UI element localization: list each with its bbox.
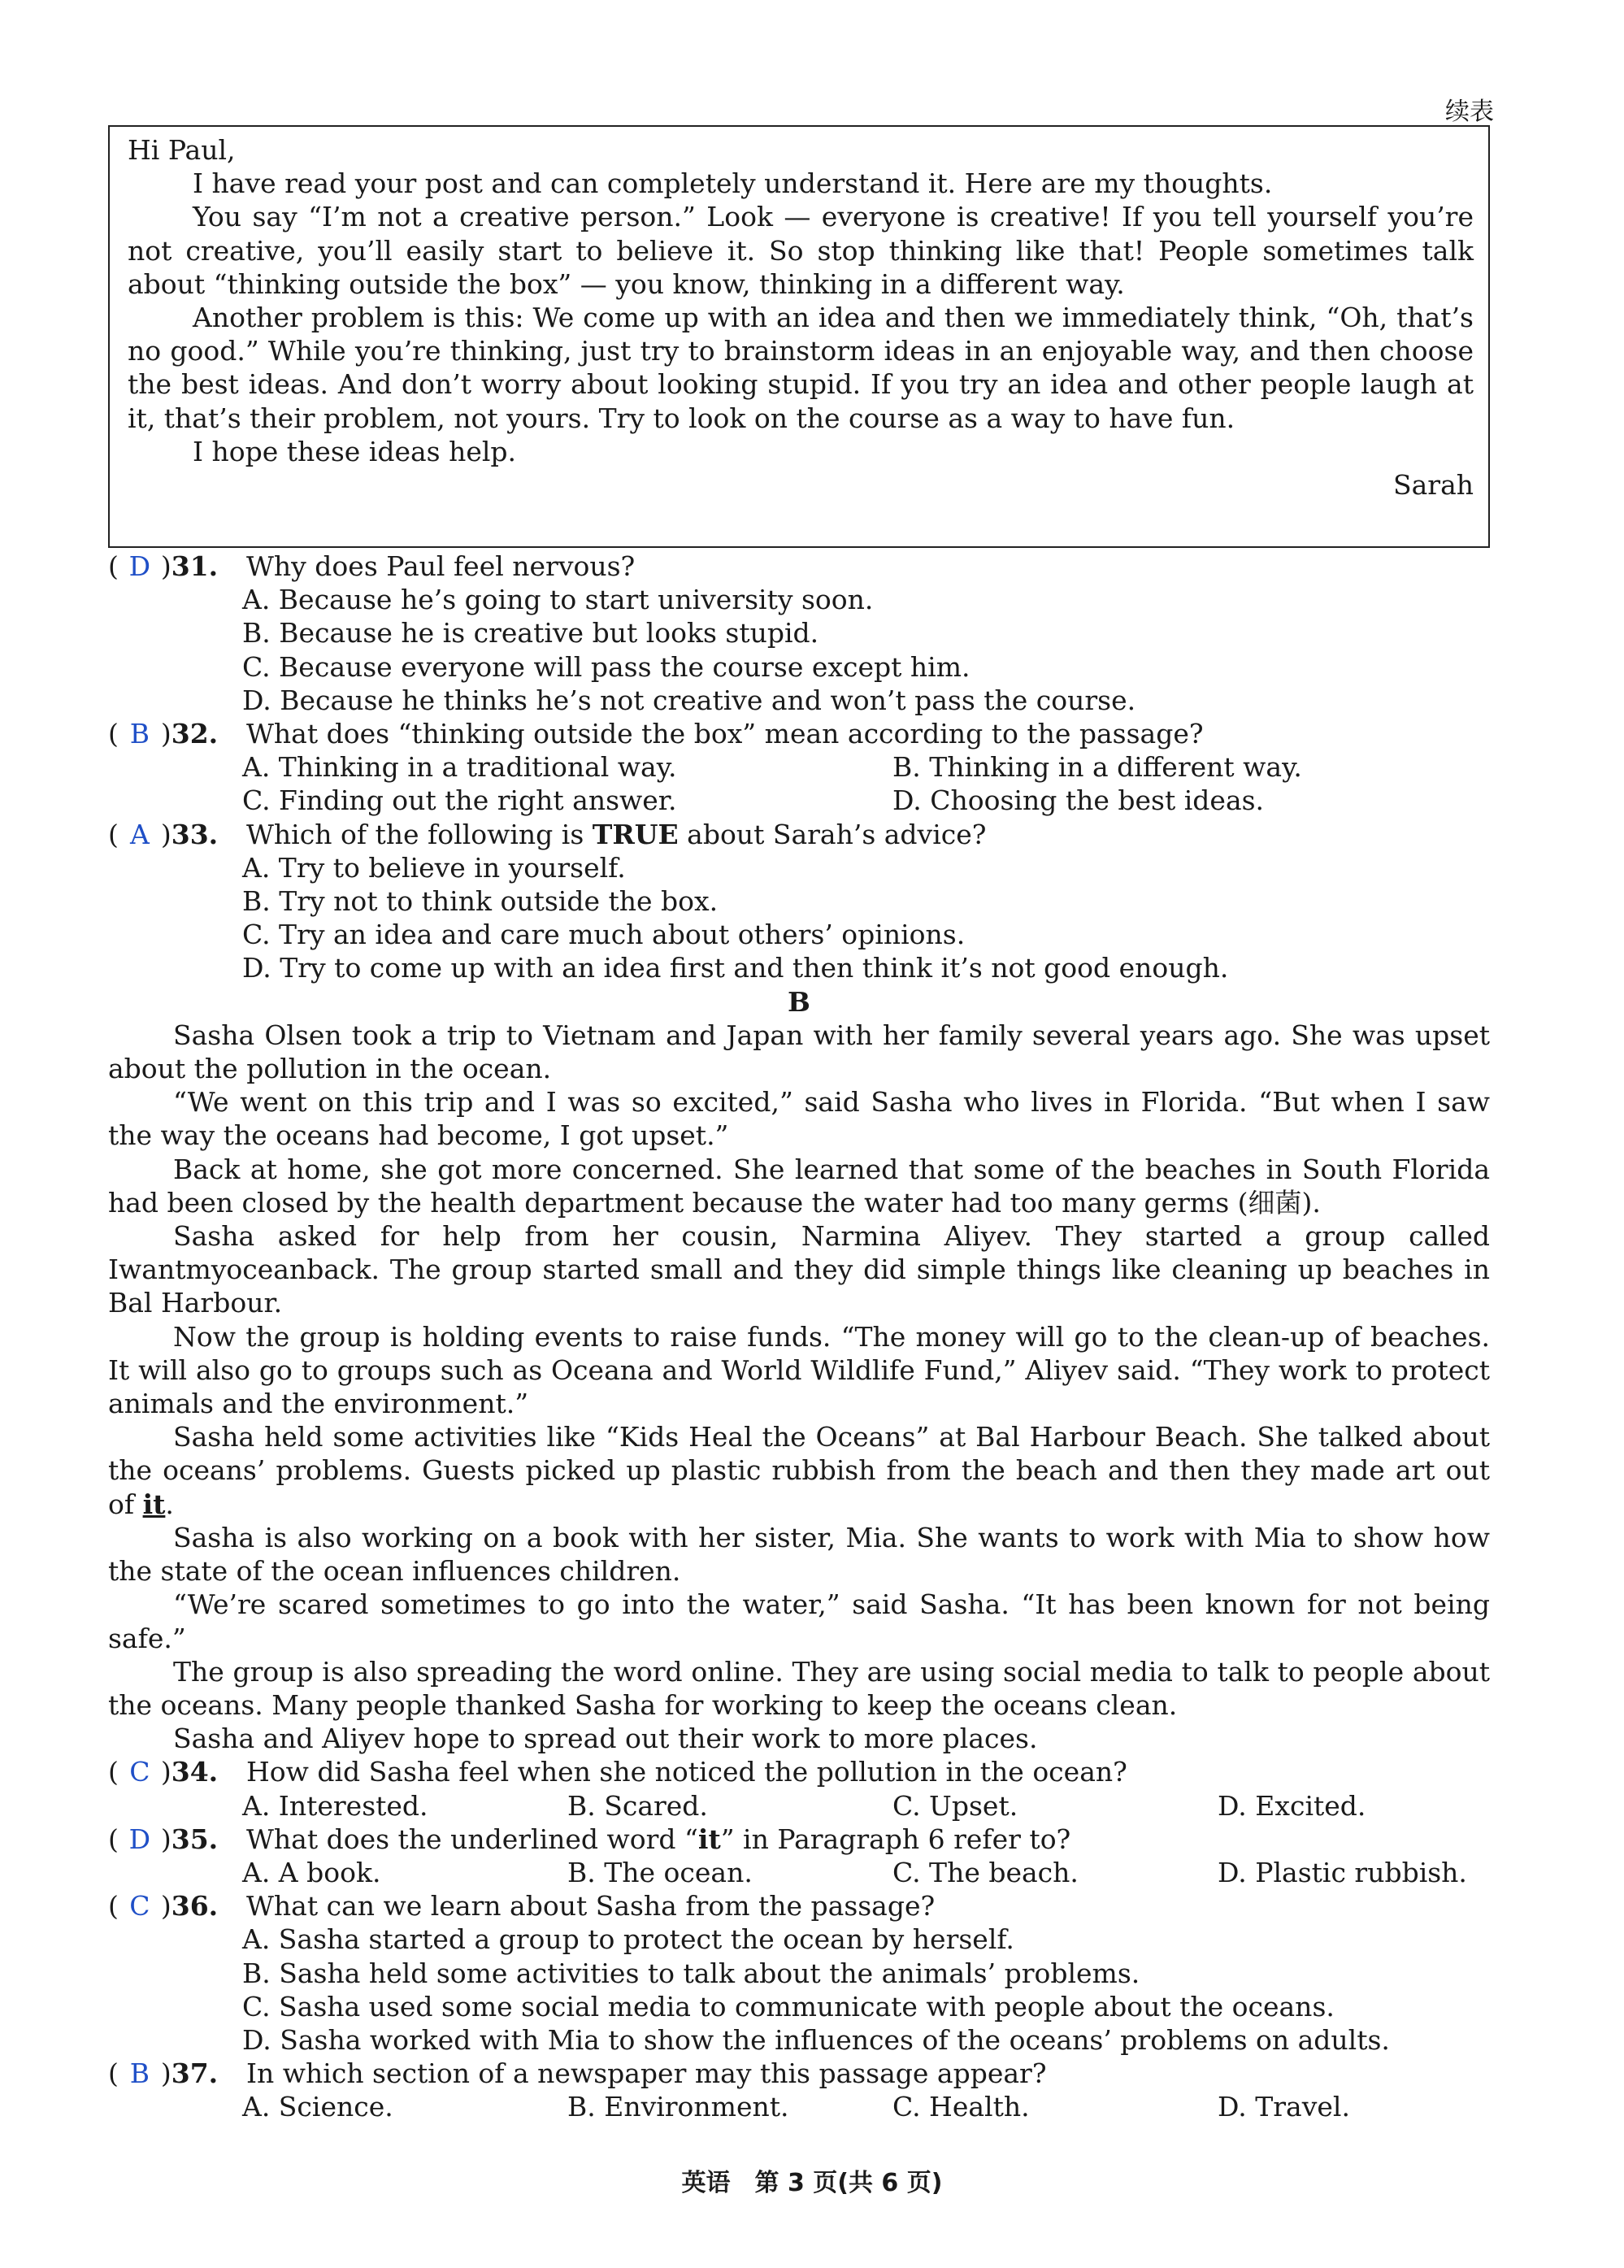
option: C. Try an idea and care much about others’ opinions. <box>242 919 966 951</box>
option: A. Thinking in a traditional way. <box>242 751 677 784</box>
option: B. Sasha held some activities to talk about the animals’ problems. <box>242 1957 1140 1989</box>
question-37: ( B )37. In which section of a newspaper may this passage appear? <box>108 2057 1490 2090</box>
option: D. Try to come up with an idea first and then think it’s not good enough. <box>242 952 1229 984</box>
letter-paragraph: I have read your post and can completely understand it. Here are my thoughts. <box>193 167 1273 200</box>
option: B. Try not to think outside the box. <box>242 885 719 918</box>
continued-label: 续表 <box>1445 98 1494 126</box>
question-stem: What does “thinking outside the box” mean according to the passage? <box>246 718 1204 750</box>
option: D. Choosing the best ideas. <box>892 784 1265 817</box>
question-stem: Why does Paul feel nervous? <box>246 550 636 582</box>
option: A. Interested. <box>242 1789 428 1822</box>
option: B. The ocean. <box>567 1856 753 1888</box>
section-b-passage <box>108 1019 1490 1755</box>
option: A. Because he’s going to start university soon. <box>242 584 874 616</box>
option-row <box>108 750 1490 784</box>
question-number: 33. <box>171 818 219 850</box>
option: A. A book. <box>242 1856 381 1888</box>
passage-paragraph: The group is also spreading the word online. They are using social media to talk to people about the oceans. Many people thanked Sasha for working to keep the oceans clean. <box>108 1655 1490 1721</box>
option: C. Finding out the right answer. <box>242 784 677 817</box>
question-32: ( B )32. What does “thinking outside the box” mean according to the passage? <box>108 717 1490 750</box>
option: C. Health. <box>892 2091 1030 2123</box>
section-b-title: B <box>788 985 810 1018</box>
passage-paragraph: Sasha asked for help from her cousin, Narmina Aliyev. They started a group called Iwantmyoceanback. The group started small and they did simple things like cleaning up beaches in Bal Harbour. <box>108 1220 1490 1319</box>
answer-letter: D <box>128 550 151 582</box>
option: A. Try to believe in yourself. <box>242 851 626 884</box>
question-number: 37. <box>171 2057 219 2090</box>
question-number: 34. <box>171 1756 219 1788</box>
passage-paragraph: “We’re scared sometimes to go into the water,” said Sasha. “It has been known for not being safe.” <box>108 1588 1490 1654</box>
passage-paragraph: Sasha Olsen took a trip to Vietnam and Japan with her family several years ago. She was upset about the pollution in the ocean. <box>108 1019 1490 1085</box>
letter-paragraph: I hope these ideas help. <box>193 435 517 467</box>
option: B. Because he is creative but looks stupid. <box>242 617 819 650</box>
question-number: 31. <box>171 550 219 582</box>
option-row <box>108 784 1490 817</box>
questions-a <box>108 550 1490 2124</box>
letter-signature: Sarah <box>1393 469 1474 502</box>
question-number: 35. <box>171 1823 219 1855</box>
question-31: ( D )31. Why does Paul feel nervous? <box>108 550 1490 583</box>
question-34: ( C )34. How did Sasha feel when she noticed the pollution in the ocean? <box>108 1755 1490 1788</box>
question-36: ( C )36. What can we learn about Sasha from the passage? <box>108 1889 1490 1923</box>
option: C. The beach. <box>892 1856 1079 1888</box>
option: D. Excited. <box>1218 1789 1366 1822</box>
question-stem: How did Sasha feel when she noticed the pollution in the ocean? <box>246 1756 1127 1788</box>
question-number: 32. <box>171 718 219 750</box>
option: D. Sasha worked with Mia to show the influences of the oceans’ problems on adults. <box>242 2023 1390 2056</box>
passage-paragraph: Sasha is also working on a book with her sister, Mia. She wants to work with Mia to show how the state of the ocean influences children. <box>108 1521 1490 1588</box>
answer-letter: B <box>129 718 150 750</box>
question-stem: Which of the following is TRUE about Sarah’s advice? <box>246 818 987 850</box>
option: C. Because everyone will pass the course except him. <box>242 650 970 683</box>
option: D. Travel. <box>1218 2091 1350 2123</box>
option: A. Sasha started a group to protect the ocean by herself. <box>242 1923 1014 1956</box>
passage-paragraph: Now the group is holding events to raise funds. “The money will go to the clean-up of beaches. It will also go to groups such as Oceana and World Wildlife Fund,” Aliyev said. “They work to protect animals and the environment.” <box>108 1320 1490 1420</box>
option: C. Upset. <box>892 1789 1018 1822</box>
answer-letter: A <box>129 818 150 850</box>
question-number: 36. <box>171 1890 219 1923</box>
passage-paragraph: Back at home, she got more concerned. She learned that some of the beaches in South Florida had been closed by the health department because the water had too many germs (细菌). <box>108 1153 1490 1219</box>
question-35: ( D )35. What does the underlined word “it” in Paragraph 6 refer to? <box>108 1823 1490 1856</box>
passage-paragraph: “We went on this trip and I was so excited,” said Sasha who lives in Florida. “But when I saw the way the oceans had become, I got upset.” <box>108 1086 1490 1152</box>
question-stem: In which section of a newspaper may this passage appear? <box>246 2057 1047 2090</box>
option: B. Environment. <box>567 2091 789 2123</box>
question-33: ( A )33. Which of the following is TRUE about Sarah’s advice? <box>108 818 1490 851</box>
answer-letter: C <box>129 1756 150 1788</box>
option: A. Science. <box>242 2091 393 2123</box>
answer-letter: D <box>128 1823 151 1855</box>
option: B. Scared. <box>567 1789 708 1822</box>
option: B. Thinking in a different way. <box>892 751 1302 784</box>
answer-letter: C <box>129 1890 150 1923</box>
option: D. Because he thinks he’s not creative and won’t pass the course. <box>242 684 1136 716</box>
letter-paragraph: You say “I’m not a creative person.” Look — everyone is creative! If you tell yourself you’re not creative, you’ll easily start to believe it. So stop thinking like that! People sometimes talk about “thinking outside the box” — you know, thinking in a different way. <box>128 201 1474 300</box>
letter-paragraph: Another problem is this: We come up with an idea and then we immediately think, “Oh, that’s no good.” While you’re thinking, just try to brainstorm ideas in an enjoyable way, and then choose the best ideas. And don’t worry about looking stupid. If you try an idea and other people laugh at it, that’s their problem, not yours. Try to look on the course as a way to have fun. <box>128 302 1474 434</box>
page-footer: 英语 第 3 页(共 6 页) <box>681 2169 943 2197</box>
option-row <box>108 1789 1490 1823</box>
option: D. Plastic rubbish. <box>1218 1856 1467 1888</box>
passage-paragraph: Sasha held some activities like “Kids Heal the Oceans” at Bal Harbour Beach. She talked about the oceans’ problems. Guests picked up plastic rubbish from the beach and then they made art out of it. <box>108 1421 1490 1520</box>
option-row <box>108 1856 1490 1889</box>
answer-letter: B <box>129 2057 150 2090</box>
letter-greeting: Hi Paul, <box>128 134 236 166</box>
option: C. Sasha used some social media to communicate with people about the oceans. <box>242 1990 1335 2023</box>
letter-box <box>108 125 1490 548</box>
question-stem: What does the underlined word “it” in Paragraph 6 refer to? <box>246 1823 1071 1855</box>
option-row <box>108 2090 1490 2123</box>
question-stem: What can we learn about Sasha from the passage? <box>246 1890 936 1923</box>
underlined-word: it <box>142 1488 166 1520</box>
passage-paragraph: Sasha and Aliyev hope to spread out their work to more places. <box>173 1723 1038 1755</box>
